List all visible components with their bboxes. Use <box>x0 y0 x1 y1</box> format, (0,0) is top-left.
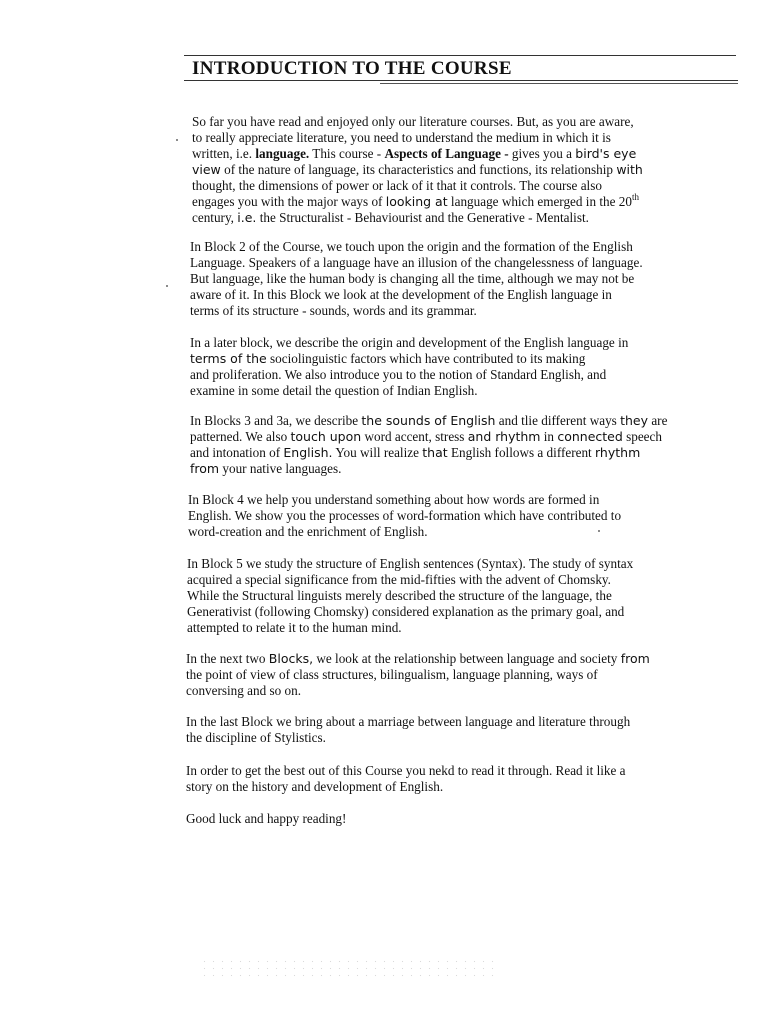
text-line: In the last Block we bring about a marriage between language and literature through <box>186 714 631 729</box>
text-line: In a later block, we describe the origin and development of the English language in <box>190 335 629 350</box>
text-line: the discipline of Stylistics. <box>186 730 326 745</box>
paragraph-block-2 <box>190 239 745 319</box>
text-line: Generativist (following Chomsky) considered explanation as the primary goal, and <box>187 604 625 619</box>
text-line: attempted to relate it to the human mind. <box>187 620 402 635</box>
text-line: In the next two Blocks, we look at the relationship between language and society from <box>186 651 650 666</box>
text-line: terms of its structure - sounds, words and its grammar. <box>190 303 477 318</box>
text-line: from your native languages. <box>190 461 342 476</box>
paragraph-intro <box>192 114 747 226</box>
text-line: acquired a special significance from the mid-fifties with the advent of Chomsky. <box>187 572 611 587</box>
text-line: In Block 2 of the Course, we touch upon the origin and the formation of the English <box>190 239 633 254</box>
text-line: century, i.e. the Structuralist - Behaviourist and the Generative - Mentalist. <box>192 210 589 225</box>
text-line: and proliferation. We also introduce you to the notion of Standard English, and <box>190 367 607 382</box>
text-line: terms of the sociolinguistic factors which have contributed to its making <box>190 351 586 366</box>
scan-speck <box>176 139 178 141</box>
scan-speck <box>166 285 168 287</box>
text-line: the point of view of class structures, bilingualism, language planning, ways of <box>186 667 598 682</box>
text-line: In Block 4 we help you understand something about how words are formed in <box>188 492 600 507</box>
text-line: written, i.e. language. This course - Aspects of Language - gives you a bird's eye <box>192 146 637 161</box>
text-line: So far you have read and enjoyed only our literature courses. But, as you are aware, <box>192 114 634 129</box>
text-line: engages you with the major ways of looking at language which emerged in the 20th <box>192 192 639 209</box>
text-line: conversing and so on. <box>186 683 302 698</box>
text-line: view of the nature of language, its characteristics and functions, its relationship with <box>192 162 643 177</box>
top-rule <box>184 55 736 56</box>
page-title: INTRODUCTION TO THE COURSE <box>192 58 512 79</box>
text-line: to really appreciate literature, you need to understand the medium in which it is <box>192 130 611 145</box>
text-line: In Block 5 we study the structure of English sentences (Syntax). The study of syntax <box>187 556 634 571</box>
text-line: Good luck and happy reading! <box>186 811 347 826</box>
scan-speck <box>598 530 600 532</box>
text-line: In Blocks 3 and 3a, we describe the sounds of English and tlie different ways they are <box>190 413 668 428</box>
paragraph-later-block <box>190 335 745 399</box>
text-line: word-creation and the enrichment of English. <box>188 524 428 539</box>
paragraph-closing <box>186 811 741 827</box>
text-line: aware of it. In this Block we look at the development of the English language in <box>190 287 612 302</box>
paragraph-last-block <box>186 714 741 746</box>
text-line: Language. Speakers of a language have an illusion of the changelessness of language. <box>190 255 643 270</box>
title-underline <box>184 80 738 81</box>
text-line: English. We show you the processes of word-formation which have contributed to <box>188 508 622 523</box>
paragraph-best-out <box>186 763 741 795</box>
text-line: While the Structural linguists merely described the structure of the language, the <box>187 588 612 603</box>
text-line: In order to get the best out of this Course you nekd to read it through. Read it like a <box>186 763 626 778</box>
paragraph-block-4 <box>188 492 743 540</box>
text-line: patterned. We also touch upon word accent, stress and rhythm in connected speech <box>190 429 662 444</box>
title-underline-secondary <box>380 83 738 84</box>
text-line: But language, like the human body is changing all the time, although we may not be <box>190 271 635 286</box>
text-line: thought, the dimensions of power or lack of it that it controls. The course also <box>192 178 602 193</box>
text-line: and intonation of English. You will realize that English follows a different rhythm <box>190 445 641 460</box>
text-line: story on the history and development of English. <box>186 779 444 794</box>
scan-smudge <box>200 958 500 980</box>
text-line: examine in some detail the question of Indian English. <box>190 383 478 398</box>
paragraph-blocks-3 <box>190 413 745 477</box>
paragraph-block-5 <box>187 556 742 636</box>
paragraph-next-two-blocks <box>186 651 741 699</box>
